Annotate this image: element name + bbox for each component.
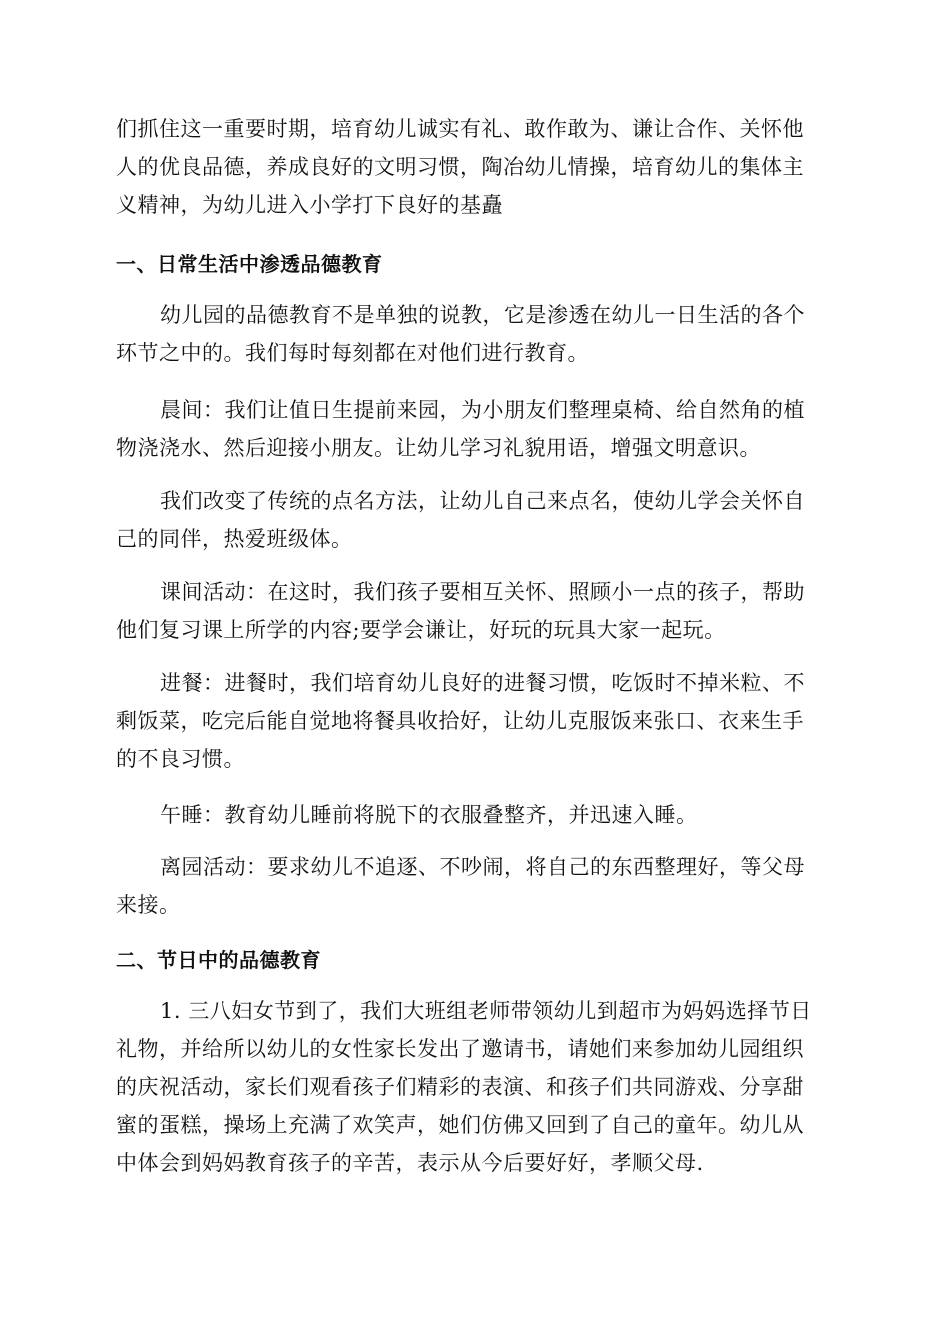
- text-line: 晨间：我们让值日生提前来园，为小朋友们整理桌椅、给自然角的植: [160, 398, 805, 422]
- text-line: 蜜的蛋糕，操场上充满了欢笑声，她们仿佛又回到了自己的童年。幼儿从: [116, 1113, 804, 1137]
- text-line: 人的优良品德，养成良好的文明习惯，陶冶幼儿情操，培育幼儿的集体主: [116, 155, 804, 179]
- section-1-paragraph-5: [116, 664, 832, 778]
- text-line: 的庆祝活动，家长们观看孩子们精彩的表演、和孩子们共同游戏、分享甜: [116, 1075, 804, 1099]
- text-line: 己的同伴，热爱班级体。: [116, 527, 353, 551]
- section-1-paragraph-3: [116, 482, 832, 558]
- section-1-paragraph-6: [116, 796, 832, 834]
- text-line: 中体会到妈妈教育孩子的辛苦，表示从今后要好好，孝顺父母.: [116, 1151, 704, 1175]
- heading-text: 二、节日中的品德教育: [116, 948, 321, 972]
- text-line: 进餐：进餐时，我们培育幼儿良好的进餐习惯，吃饭时不掉米粒、不: [160, 671, 805, 695]
- text-line: 课间活动：在这时，我们孩子要相互关怀、照顾小一点的孩子，帮助: [160, 580, 805, 604]
- text-line: 1. 三八妇女节到了，我们大班组老师带领幼儿到超市为妈妈选择节日: [160, 999, 812, 1023]
- section-2-heading: [116, 941, 832, 979]
- section-2-paragraph-1: [116, 992, 832, 1182]
- text-line: 的不良习惯。: [116, 747, 245, 771]
- section-1-heading: [116, 245, 832, 283]
- text-line: 午睡：教育幼儿睡前将脱下的衣服叠整齐，并迅速入睡。: [160, 803, 698, 827]
- section-1-paragraph-7: [116, 848, 832, 924]
- section-1-paragraph-4: [116, 573, 832, 649]
- text-line: 他们复习课上所学的内容;要学会谦让，好玩的玩具大家一起玩。: [116, 618, 726, 642]
- heading-text: 一、日常生活中渗透品德教育: [116, 252, 383, 276]
- intro-paragraph: [116, 110, 832, 224]
- text-line: 物浇浇水、然后迎接小朋友。让幼儿学习礼貌用语，增强文明意识。: [116, 436, 761, 460]
- section-1-paragraph-2: [116, 391, 832, 467]
- section-1-paragraph-1: [116, 296, 832, 372]
- text-line: 我们改变了传统的点名方法，让幼儿自己来点名，使幼儿学会关怀自: [160, 489, 805, 513]
- text-line: 们抓住这一重要时期，培育幼儿诚实有礼、敢作敢为、谦让合作、关怀他: [116, 117, 804, 141]
- text-line: 义精神，为幼儿进入小学打下良好的基矗: [116, 193, 503, 217]
- text-line: 离园活动：要求幼儿不追逐、不吵闹，将自己的东西整理好，等父母: [160, 855, 805, 879]
- text-line: 幼儿园的品德教育不是单独的说教，它是渗透在幼儿一日生活的各个: [160, 303, 805, 327]
- text-line: 礼物，并给所以幼儿的女性家长发出了邀请书，请她们来参加幼儿园组织: [116, 1037, 804, 1061]
- text-line: 剩饭菜，吃完后能自觉地将餐具收拾好，让幼儿克服饭来张口、衣来生手: [116, 709, 804, 733]
- text-line: 来接。: [116, 893, 181, 917]
- text-line: 环节之中的。我们每时每刻都在对他们进行教育。: [116, 341, 589, 365]
